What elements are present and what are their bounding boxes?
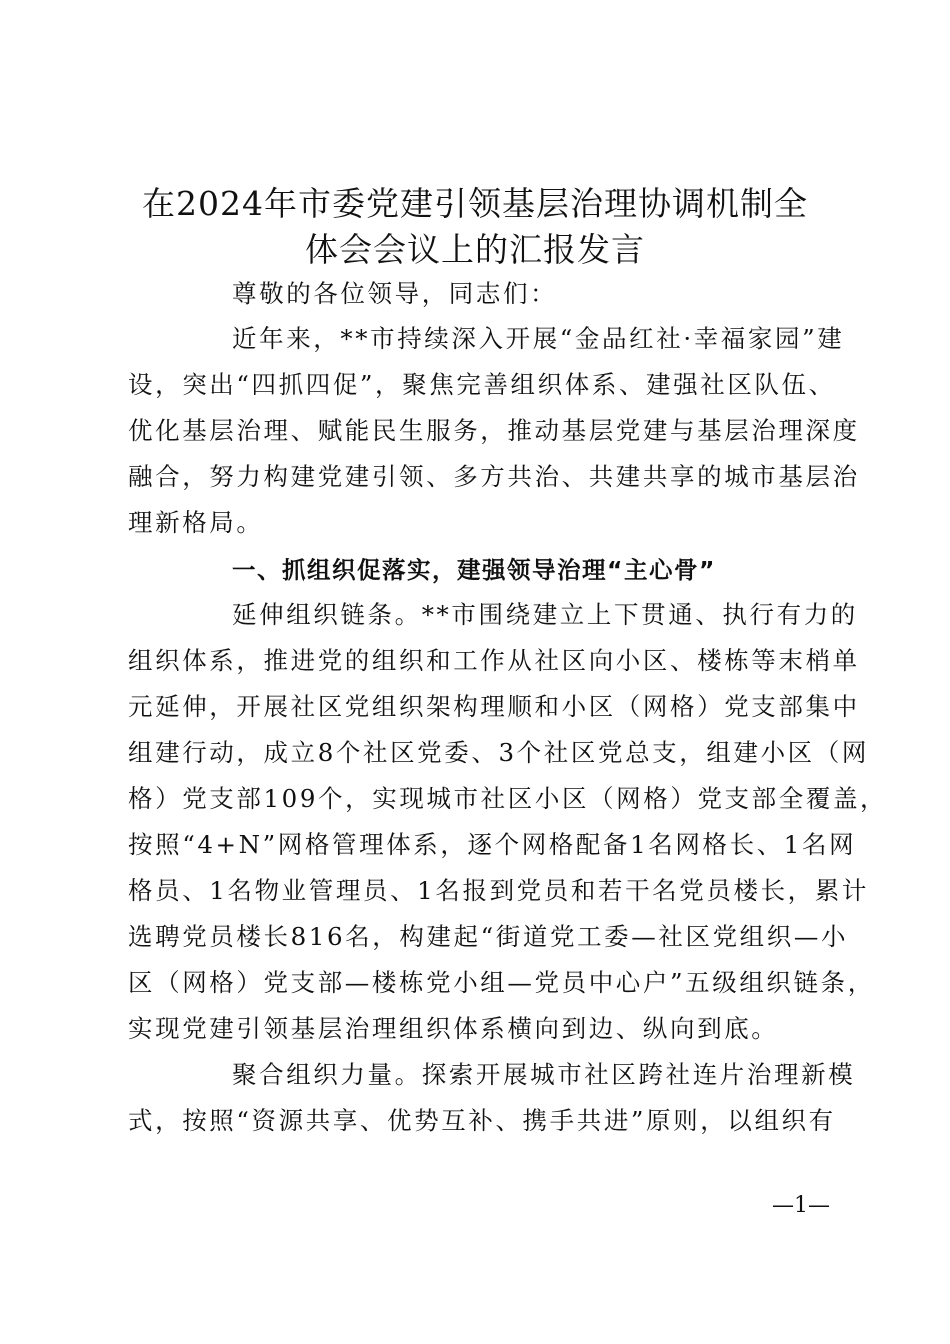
intro-line: 近年来，**市持续深入开展“金品红社·幸福家园”建 bbox=[232, 324, 845, 353]
intro-line: 优化基层治理、赋能民生服务，推动基层党建与基层治理深度 bbox=[128, 416, 860, 445]
paragraph-line: 延伸组织链条。**市围绕建立上下贯通、执行有力的 bbox=[232, 600, 858, 629]
section-heading: 一、抓组织促落实，建强领导治理“主心骨” bbox=[232, 556, 716, 584]
document-title-line-1: 在2024年市委党建引领基层治理协调机制全 bbox=[142, 184, 808, 223]
paragraph-line: 元延伸，开展社区党组织架构理顺和小区（网格）党支部集中 bbox=[128, 692, 860, 721]
intro-line: 设，突出“四抓四促”，聚焦完善组织体系、建强社区队伍、 bbox=[128, 370, 836, 399]
intro-line: 理新格局。 bbox=[128, 508, 264, 537]
paragraph-line: 按照“4+N”网格管理体系，逐个网格配备1名网格长、1名网 bbox=[128, 830, 857, 859]
document-title-line-2: 体会会议上的汇报发言 bbox=[305, 230, 645, 269]
salutation: 尊敬的各位领导，同志们： bbox=[232, 279, 558, 308]
paragraph-line: 聚合组织力量。探索开展城市社区跨社连片治理新模 bbox=[232, 1060, 856, 1089]
paragraph-line: 选聘党员楼长816名，构建起“街道党工委—社区党组织—小 bbox=[128, 922, 849, 951]
paragraph-line: 实现党建引领基层治理组织体系横向到边、纵向到底。 bbox=[128, 1014, 779, 1043]
intro-line: 融合，努力构建党建引领、多方共治、共建共享的城市基层治 bbox=[128, 462, 860, 491]
page-number: —1— bbox=[772, 1193, 830, 1218]
paragraph-line: 区（网格）党支部—楼栋党小组—党员中心户”五级组织链条， bbox=[128, 968, 875, 997]
paragraph-line: 组织体系，推进党的组织和工作从社区向小区、楼栋等末梢单 bbox=[128, 646, 860, 675]
paragraph-line: 组建行动，成立8个社区党委、3个社区党总支，组建小区（网 bbox=[128, 738, 869, 767]
paragraph-line: 式，按照“资源共享、优势互补、携手共进”原则，以组织有 bbox=[128, 1106, 836, 1135]
paragraph-line: 格员、1名物业管理员、1名报到党员和若干名党员楼长，累计 bbox=[128, 876, 869, 905]
paragraph-line: 格）党支部109个，实现城市社区小区（网格）党支部全覆盖， bbox=[128, 784, 888, 813]
